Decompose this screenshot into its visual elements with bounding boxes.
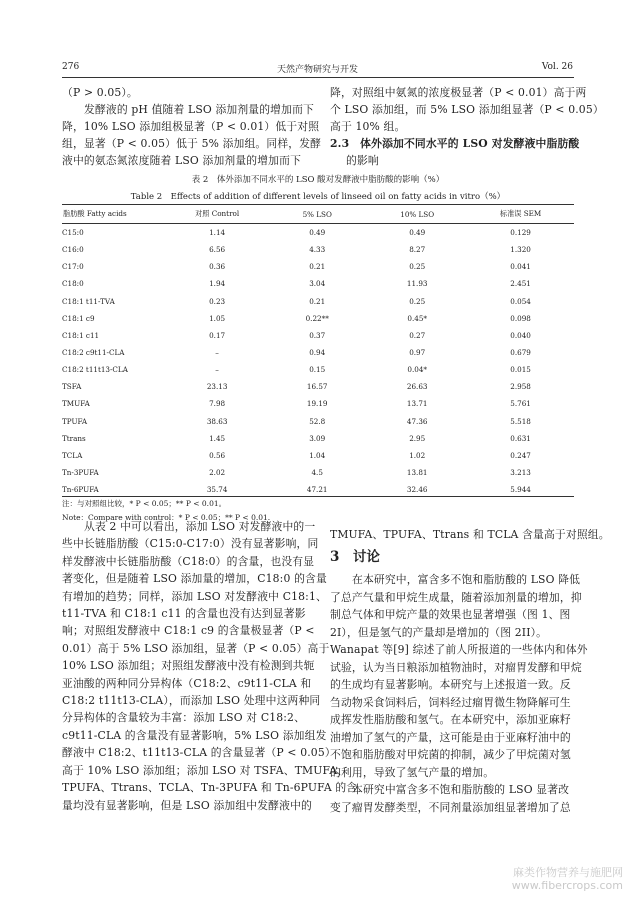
text-line: 酵液中 C18:2、t11t13-CLA 的含量显著（P < 0.05） bbox=[62, 746, 336, 760]
right-bottom-text bbox=[330, 571, 588, 816]
text-line: 高于 10% 组。 bbox=[330, 120, 406, 133]
value-cell: 0.94 bbox=[309, 348, 326, 358]
column-header: 对照 Control bbox=[195, 209, 240, 218]
text-line: 10% LSO 添加组；对照组发酵液中没有检测到共轭 bbox=[62, 659, 315, 673]
value-cell: 0.49 bbox=[309, 228, 326, 238]
text-line: 在本研究中，富含多不饱和脂肪酸的 LSO 降低 bbox=[352, 573, 581, 586]
value-cell: 3.213 bbox=[510, 468, 531, 478]
value-cell: 1.14 bbox=[209, 228, 226, 238]
table-row bbox=[62, 344, 574, 361]
fatty-acid-name-cell: TSFA bbox=[62, 382, 82, 392]
text-line: 的利用，导致了氢气产量的增加。 bbox=[330, 765, 495, 779]
header-rule bbox=[62, 77, 574, 78]
section-2-3-heading bbox=[330, 135, 580, 169]
value-cell: 13.81 bbox=[406, 468, 428, 478]
fatty-acid-name-cell: C18:2 t11t13-CLA bbox=[62, 365, 128, 375]
table-row bbox=[62, 395, 574, 412]
value-cell: 0.21 bbox=[309, 262, 326, 272]
value-cell: 52.8 bbox=[309, 416, 326, 426]
table-row bbox=[62, 447, 574, 464]
value-cell: 0.97 bbox=[409, 348, 426, 358]
fatty-acid-name-cell: C15:0 bbox=[62, 228, 84, 238]
text-line: 亚油酸的两种同分异构体（C18:2、c9t11-CLA 和 bbox=[62, 676, 312, 690]
table-row bbox=[62, 413, 574, 430]
text-line: 组，显著（P < 0.05）低于 5% 添加组。同样，发酵 bbox=[62, 137, 322, 150]
text-line: C18:2 t11t13-CLA），而添加 LSO 处理中这两种同 bbox=[62, 694, 321, 708]
value-cell: 0.631 bbox=[510, 433, 531, 443]
text-line: 响；对照组发酵液中 C18:1 c9 的含量极显著（P < bbox=[62, 624, 315, 638]
fatty-acid-name-cell: Tn-6PUFA bbox=[62, 485, 99, 495]
text-line: 成挥发性脂肪酸和氢气。在本研究中，添加亚麻籽 bbox=[330, 713, 571, 726]
fatty-acid-name-cell: C17:0 bbox=[62, 262, 84, 272]
table-row bbox=[62, 361, 574, 378]
fatty-acid-name-cell: C18:2 c9t11-CLA bbox=[62, 348, 125, 358]
fatty-acid-name-cell: C18:1 t11-TVA bbox=[62, 296, 115, 306]
value-cell: 6.56 bbox=[209, 245, 226, 255]
value-cell: 1.320 bbox=[510, 245, 531, 255]
value-cell: 2.451 bbox=[510, 279, 531, 289]
text-line: 量均没有显著影响，但是 LSO 添加组中发酵液中的 bbox=[62, 798, 312, 812]
value-cell: 23.13 bbox=[206, 382, 228, 392]
value-cell: 4.33 bbox=[309, 245, 326, 255]
value-cell: 4.5 bbox=[311, 468, 323, 478]
table-row bbox=[62, 310, 574, 327]
value-cell: 0.22** bbox=[305, 313, 329, 323]
fatty-acid-name-cell: TMUFA bbox=[62, 399, 90, 409]
value-cell: 35.74 bbox=[206, 485, 228, 495]
value-cell: 0.247 bbox=[510, 450, 531, 460]
table-row bbox=[62, 241, 574, 258]
value-cell: 1.94 bbox=[209, 279, 226, 289]
value-cell: 0.27 bbox=[409, 330, 426, 340]
text-line: 著变化，但是随着 LSO 添加量的增加，C18:0 的含量 bbox=[62, 572, 327, 586]
volume-label: Vol. 26 bbox=[541, 62, 573, 72]
text-line: 了总产气量和甲烷生成量，随着添加剂量的增加，抑 bbox=[330, 590, 582, 604]
table-caption-en: Table 2 Effects of addition of different levels of linseed oil on fatty acids in vitro（%） bbox=[130, 192, 506, 202]
text-line: 2I），但是氢气的产量却是增加的（图 2II）。 bbox=[330, 625, 548, 639]
text-line: （P > 0.05）。 bbox=[62, 86, 138, 99]
value-cell: 0.37 bbox=[309, 330, 326, 340]
table-bottom-rule bbox=[62, 496, 574, 497]
value-cell: 0.49 bbox=[409, 228, 426, 238]
watermark bbox=[512, 866, 623, 892]
fatty-acid-name-cell: C18:1 c11 bbox=[62, 330, 100, 340]
section-3-heading: 3 讨论 bbox=[330, 549, 380, 565]
text-line: 发酵液的 pH 值随着 LSO 添加剂量的增加而下 bbox=[84, 103, 314, 116]
table-header-row bbox=[62, 205, 574, 223]
value-cell: 0.56 bbox=[209, 450, 226, 460]
text-line: TPUFA、Ttrans、TCLA、Tn-3PUFA 和 Tn-6PUFA 的含 bbox=[62, 781, 358, 795]
value-cell: 5.761 bbox=[510, 399, 531, 409]
fatty-acid-name-cell: Ttrans bbox=[62, 433, 86, 443]
fatty-acid-name-cell: C18:1 c9 bbox=[62, 313, 95, 323]
value-cell: 13.71 bbox=[406, 399, 428, 409]
value-cell: 3.09 bbox=[309, 433, 326, 443]
right-top-text bbox=[330, 84, 604, 135]
value-cell: 1.05 bbox=[209, 313, 226, 323]
text-line: 样发酵液中长链脂肪酸（C18:0）的含量，也没有显 bbox=[62, 554, 315, 568]
value-cell: – bbox=[215, 348, 219, 358]
text-line: Wanapat 等[9] 综述了前人所报道的一些体内和体外 bbox=[330, 643, 588, 656]
table-note-cn: 注：与对照组比较，* P < 0.05；** P < 0.01。 bbox=[62, 499, 227, 508]
value-cell: 16.57 bbox=[306, 382, 328, 392]
column-header: 标准误 SEM bbox=[499, 209, 542, 218]
value-cell: 26.63 bbox=[406, 382, 428, 392]
text-line: 刍动物采食饲料后，饲料经过瘤胃微生物降解可生 bbox=[330, 695, 571, 709]
value-cell: 0.129 bbox=[510, 228, 531, 238]
value-cell: 1.04 bbox=[309, 450, 326, 460]
table-row bbox=[62, 378, 574, 395]
value-cell: 0.36 bbox=[209, 262, 226, 272]
page-number: 276 bbox=[62, 62, 80, 72]
watermark-line: 麻类作物营养与施肥网 bbox=[513, 866, 623, 879]
text-line: 降，对照组中氨氮的浓度极显著（P < 0.01）高于两 bbox=[330, 86, 587, 99]
table-row bbox=[62, 224, 574, 241]
column-header: 脂肪酸 Fatty acids bbox=[63, 209, 127, 218]
value-cell: 1.02 bbox=[409, 450, 426, 460]
heading-line: 的影响 bbox=[346, 154, 379, 167]
value-cell: 0.25 bbox=[409, 262, 426, 272]
text-line: 本研究中富含多不饱和脂肪酸的 LSO 显著改 bbox=[352, 783, 570, 796]
table-row bbox=[62, 275, 574, 292]
text-line: 制总气体和甲烷产量的效果也显著增强（图 1、图 bbox=[330, 608, 571, 621]
value-cell: 0.040 bbox=[510, 330, 531, 340]
text-line: 变了瘤胃发酵类型，不同剂量添加组显著增加了总 bbox=[330, 800, 571, 814]
table-note-en: Note：Compare with control：* P < 0.05；** P < 0.01. bbox=[62, 513, 271, 522]
text-line: t11-TVA 和 C18:1 c11 的含量也没有达到显著影 bbox=[62, 607, 306, 621]
value-cell: 0.45* bbox=[407, 313, 427, 323]
fatty-acid-name-cell: C18:0 bbox=[62, 279, 84, 289]
text-line: 分异构体的含量较为丰富：添加 LSO 对 C18:2、 bbox=[62, 711, 306, 725]
value-cell: 2.95 bbox=[409, 433, 426, 443]
value-cell: 2.958 bbox=[510, 382, 531, 392]
text-line: 油增加了氢气的产量，这可能是由于亚麻籽油中的 bbox=[330, 730, 571, 744]
table-row bbox=[62, 464, 574, 481]
value-cell: 8.27 bbox=[409, 245, 426, 255]
fatty-acid-name-cell: Tn-3PUFA bbox=[62, 468, 99, 478]
text-line: 0.01）高于 5% LSO 添加组，显著（P < 0.05）高于 bbox=[62, 641, 330, 655]
heading-line: 2.3 体外添加不同水平的 LSO 对发酵液中脂肪酸 bbox=[330, 137, 580, 150]
table-row bbox=[62, 327, 574, 344]
value-cell: 0.054 bbox=[510, 296, 531, 306]
value-cell: 0.04* bbox=[407, 365, 427, 375]
fatty-acid-name-cell: TCLA bbox=[62, 450, 83, 460]
value-cell: 2.02 bbox=[209, 468, 226, 478]
value-cell: 0.679 bbox=[510, 348, 531, 358]
value-cell: 19.19 bbox=[306, 399, 328, 409]
value-cell: 0.015 bbox=[510, 365, 531, 375]
text-line: 些中长链脂肪酸（C15:0-C17:0）没有显著影响，同 bbox=[62, 537, 319, 551]
watermark-line: www.fibercrops.com bbox=[511, 879, 623, 892]
fatty-acid-name-cell: C16:0 bbox=[62, 245, 84, 255]
value-cell: 0.23 bbox=[209, 296, 226, 306]
value-cell: 0.15 bbox=[309, 365, 326, 375]
text-line: 从表 2 中可以看出，添加 LSO 对发酵液中的一 bbox=[84, 520, 316, 533]
value-cell: – bbox=[215, 365, 219, 375]
right-bottom-intro: TMUFA、TPUFA、Ttrans 和 TCLA 含量高于对照组。 bbox=[330, 528, 610, 541]
value-cell: 11.93 bbox=[406, 279, 428, 289]
text-line: 不饱和脂肪酸对甲烷菌的抑制，减少了甲烷菌对氢 bbox=[330, 748, 571, 761]
text-line: 个 LSO 添加组，而 5% LSO 添加组显著（P < 0.05） bbox=[330, 103, 604, 116]
value-cell: 38.63 bbox=[206, 416, 228, 426]
value-cell: 47.36 bbox=[406, 416, 428, 426]
value-cell: 1.45 bbox=[209, 433, 226, 443]
text-line: 高于 10% LSO 添加组；添加 LSO 对 TSFA、TMUFA、 bbox=[62, 763, 349, 777]
journal-title: 天然产物研究与开发 bbox=[276, 65, 358, 75]
table-row bbox=[62, 430, 574, 447]
value-cell: 5.944 bbox=[510, 485, 531, 495]
table-row bbox=[62, 293, 574, 310]
value-cell: 0.098 bbox=[510, 313, 531, 323]
value-cell: 5.518 bbox=[510, 416, 531, 426]
text-line: 降，10% LSO 添加组极显著（P < 0.01）低于对照 bbox=[62, 120, 320, 133]
value-cell: 0.041 bbox=[510, 262, 531, 272]
data-table bbox=[62, 205, 574, 498]
value-cell: 47.21 bbox=[306, 485, 328, 495]
column-header: 10% LSO bbox=[400, 209, 435, 219]
text-line: 有增加的趋势；同样，添加 LSO 对发酵液中 C18:1、 bbox=[62, 589, 327, 603]
value-cell: 0.17 bbox=[209, 330, 226, 340]
text-line: c9t11-CLA 的含量没有显著影响，5% LSO 添加组发 bbox=[62, 728, 327, 742]
value-cell: 0.25 bbox=[409, 296, 426, 306]
left-top-text bbox=[62, 84, 322, 169]
table-row bbox=[62, 258, 574, 275]
column-header: 5% LSO bbox=[302, 209, 332, 219]
text-line: 的生成均有显著影响。本研究与上述报道一致。反 bbox=[330, 678, 571, 691]
fatty-acid-name-cell: TPUFA bbox=[62, 416, 88, 426]
text-line: 试验，认为当日粮添加植物油时，对瘤胃发酵和甲烷 bbox=[330, 660, 582, 674]
value-cell: 3.04 bbox=[309, 279, 326, 289]
text-line: 液中的氨态氮浓度随着 LSO 添加剂量的增加而下 bbox=[62, 154, 302, 167]
value-cell: 0.21 bbox=[309, 296, 326, 306]
value-cell: 7.98 bbox=[209, 399, 226, 409]
value-cell: 32.46 bbox=[406, 485, 428, 495]
table-caption-cn: 表 2 体外添加不同水平的 LSO 酸对发酵液中脂肪酸的影响（%） bbox=[191, 175, 445, 185]
